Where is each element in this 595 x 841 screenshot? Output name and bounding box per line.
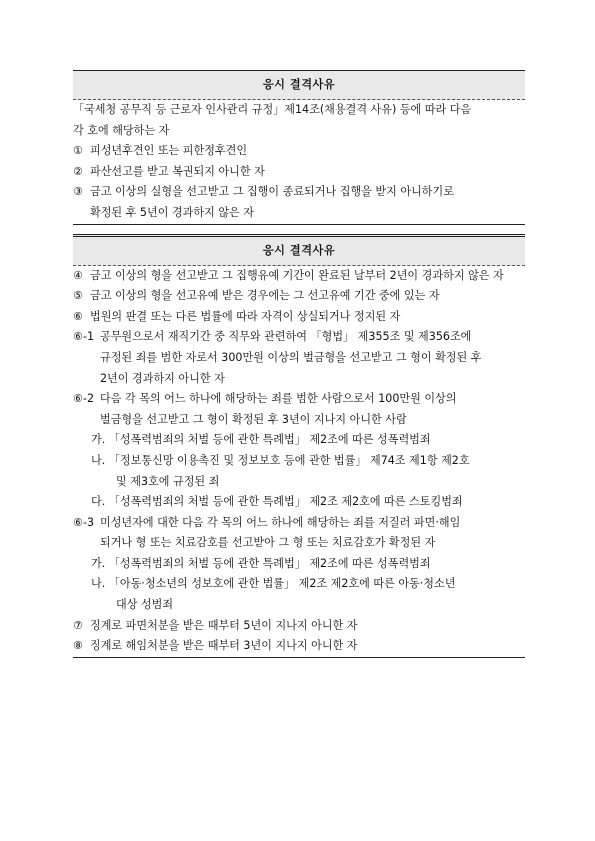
intro-line-1: 「국세청 공무직 등 근로자 인사관리 규정」제14조(채용결격 사유) 등에 따라 다음 — [73, 103, 472, 116]
list-item — [73, 182, 525, 203]
item-text: 법원의 판결 또는 다른 법률에 따라 자격이 상실되거나 정지된 자 — [90, 309, 401, 323]
list-item — [73, 327, 525, 348]
item-number: ⑦ — [73, 618, 83, 632]
section-1-body — [73, 100, 525, 224]
sub-item-continuation: 대상 성범죄 — [116, 598, 174, 612]
item-number: ④ — [73, 268, 83, 282]
item-number: ⑤ — [73, 289, 83, 303]
item-number: ⑥-2 — [73, 392, 95, 406]
sub-item-na: 나. 「아동·청소년의 성보호에 관한 법률」 제2조 제2호에 따른 아동·청소년 — [91, 577, 456, 591]
sub-item-na: 나. 「정보통신망 이용촉진 및 정보보호 등에 관한 법률」 제74조 제1항 제2호 — [91, 453, 470, 467]
item-continuation: 되거나 형 또는 치료감호를 선고받아 그 형 또는 치료감호가 확정된 자 — [100, 536, 436, 550]
list-item — [73, 162, 525, 183]
item-number: ⑧ — [73, 639, 83, 653]
sub-item-ga: 가. 「성폭력범죄의 처벌 등에 관한 특례법」 제2조에 따른 성폭력범죄 — [91, 556, 431, 570]
item-text: 금고 이상의 형을 선고받고 그 집행유예 기간이 완료된 날부터 2년이 경과하지 않은 자 — [90, 268, 504, 282]
item-number: ⑥-1 — [73, 330, 95, 344]
section-gap — [73, 225, 525, 234]
list-item — [73, 513, 525, 534]
list-item — [73, 141, 525, 162]
item-number: ⑥ — [73, 309, 83, 323]
list-item — [73, 389, 525, 410]
item-text: 미성년자에 대한 다음 각 목의 어느 하나에 해당하는 죄를 저질러 파면·해임 — [100, 515, 461, 529]
list-item — [73, 307, 525, 328]
section-1-title: 응시 결격사유 — [73, 70, 525, 100]
item-text: 피성년후견인 또는 피한정후견인 — [90, 144, 248, 158]
item-text: 공무원으로서 재직기간 중 직무와 관련하여 「형법」 제355조 및 제356조에 — [100, 330, 472, 344]
list-item — [73, 286, 525, 307]
sub-item-da: 다. 「성폭력범죄의 처벌 등에 관한 특례법」 제2조 제2호에 따른 스토킹범죄 — [91, 495, 463, 509]
item-continuation: 벌금형을 선고받고 그 형이 확정된 후 3년이 지나지 아니한 사람 — [100, 412, 407, 426]
item-text: 금고 이상의 실형을 선고받고 그 집행이 종료되거나 집행을 받지 아니하기로 — [90, 185, 454, 199]
section-2-body — [73, 266, 525, 657]
item-continuation: 규정된 죄를 범한 자로서 300만원 이상의 벌금형을 선고받고 그 형이 확정된 후 — [100, 350, 482, 364]
list-item — [73, 616, 525, 637]
item-text: 징계로 해임처분을 받은 때부터 3년이 지나지 아니한 자 — [90, 639, 358, 653]
item-number: ① — [73, 144, 83, 158]
intro-line-2: 각 호에 해당하는 자 — [73, 123, 170, 137]
item-continuation: 2년이 경과하지 아니한 자 — [100, 371, 225, 385]
item-text: 금고 이상의 형을 선고유예 받은 경우에는 그 선고유예 기간 중에 있는 자 — [90, 289, 440, 303]
item-number: ⑥-3 — [73, 515, 95, 529]
item-text: 다음 각 목의 어느 하나에 해당하는 죄를 범한 사람으로서 100만원 이상의 — [100, 392, 457, 406]
section-1 — [73, 70, 525, 225]
list-item — [73, 266, 525, 287]
item-text: 파산선고를 받고 복권되지 아니한 자 — [90, 164, 265, 178]
document-page — [73, 70, 525, 658]
item-number: ③ — [73, 185, 83, 199]
section-2-title: 응시 결격사유 — [73, 234, 525, 266]
item-text: 징계로 파면처분을 받은 때부터 5년이 지나지 아니한 자 — [90, 618, 358, 632]
item-number: ② — [73, 164, 83, 178]
sub-item-continuation: 및 제3호에 규정된 죄 — [116, 474, 220, 488]
section-2 — [73, 234, 525, 658]
item-continuation: 확정된 후 5년이 경과하지 않은 자 — [90, 205, 255, 219]
list-item — [73, 636, 525, 657]
sub-item-ga: 가. 「성폭력범죄의 처벌 등에 관한 특례법」 제2조에 따른 성폭력범죄 — [91, 433, 431, 447]
